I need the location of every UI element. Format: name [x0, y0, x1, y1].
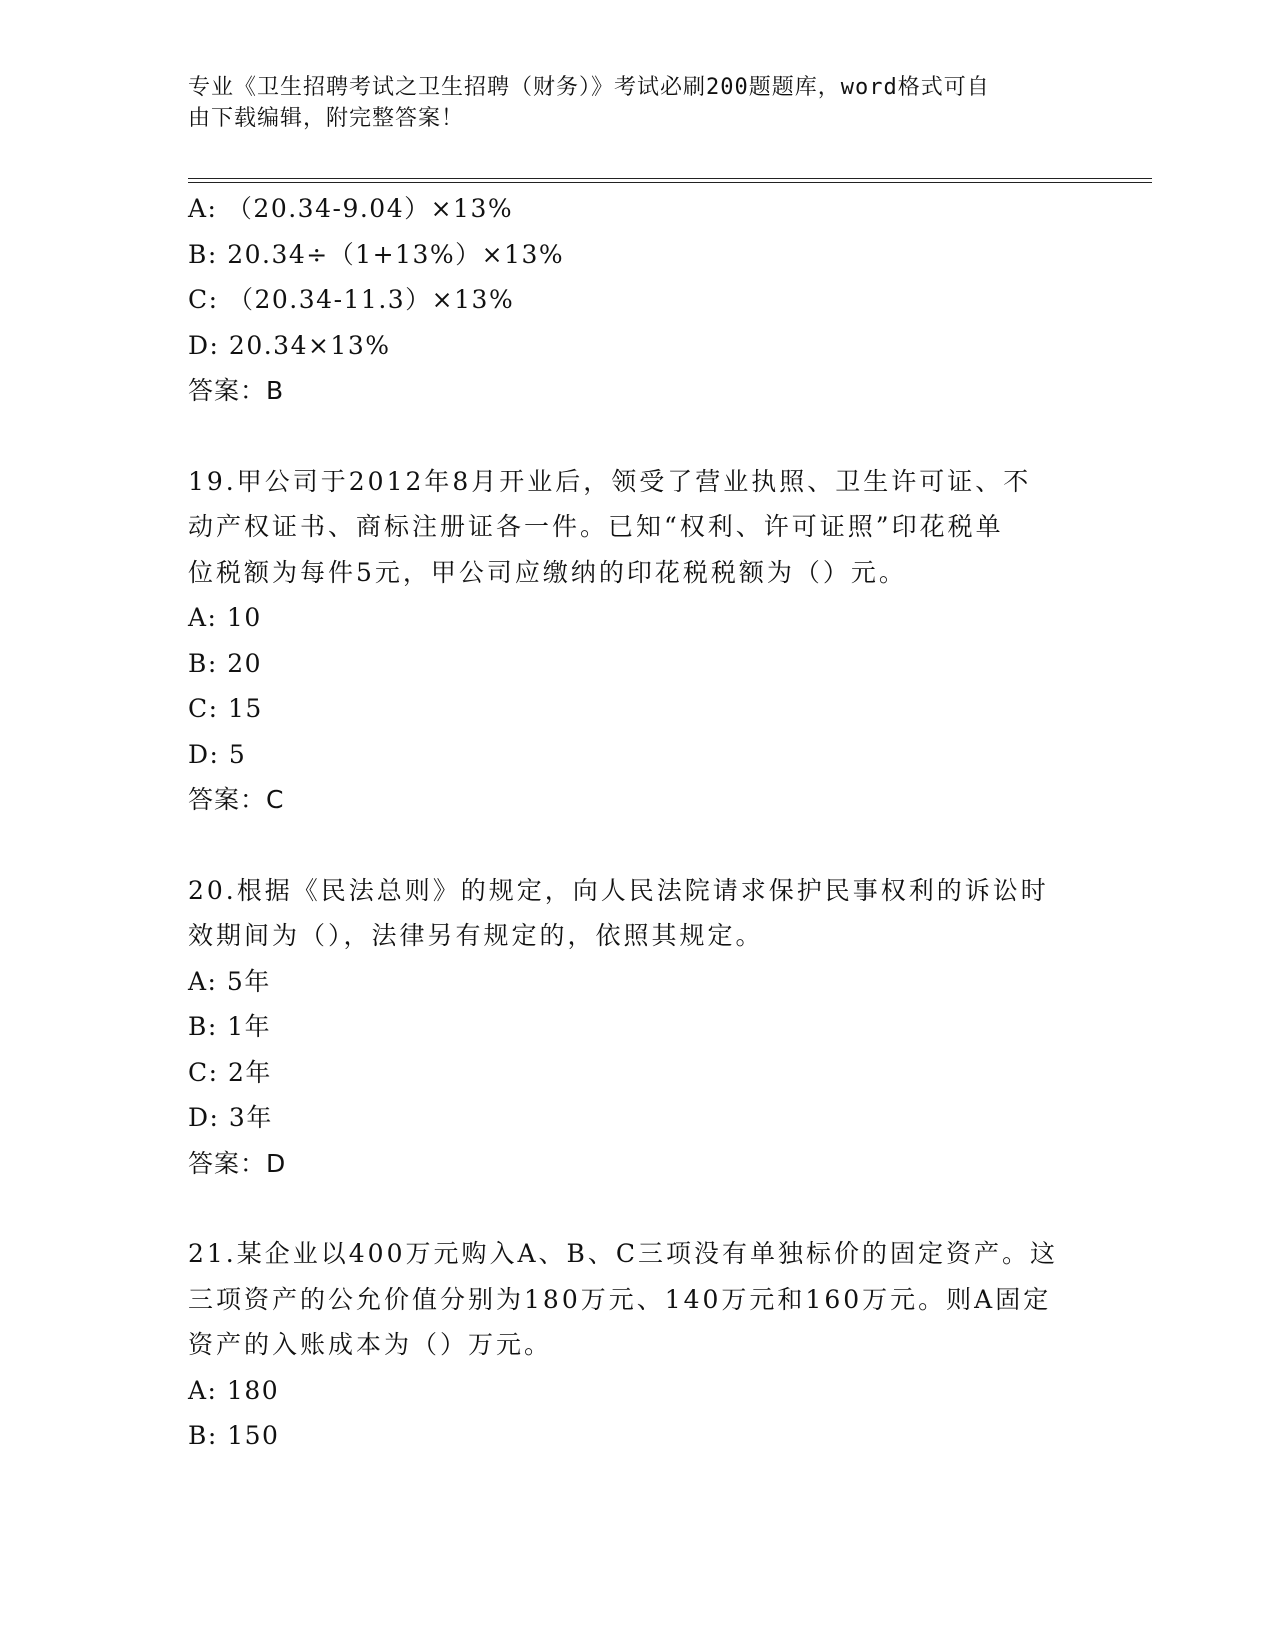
option-d: D: 5 [188, 739, 247, 769]
question-stem-line: 效期间为（），法律另有规定的，依照其规定。 [188, 921, 764, 950]
option-b: B: 150 [188, 1421, 280, 1450]
question-list [188, 186, 1088, 1459]
question-stem-line: 21.某企业以400万元购入A、B、C三项没有单独标价的固定资产。这 [188, 1239, 1059, 1268]
header-divider-top [188, 178, 1152, 179]
option-b: B: 20.34÷（1+13%）×13% [188, 239, 565, 269]
option-a: A: 10 [188, 603, 262, 632]
option-c: C: （20.34-11.3）×13% [188, 285, 515, 314]
question-stem-line: 19.甲公司于2012年8月开业后，领受了营业执照、卫生许可证、不 [188, 466, 1032, 496]
header-line-1: 专业《卫生招聘考试之卫生招聘（财务）》考试必刷200题题库，word格式可自 [188, 75, 990, 100]
option-a: A: 180 [188, 1375, 280, 1405]
header-line-2: 由下载编辑，附完整答案！ [188, 106, 465, 131]
answer: 答案：C [188, 785, 285, 814]
question-spacer [188, 1186, 1088, 1231]
answer: 答案：D [188, 1148, 287, 1178]
question-stem-line: 20.根据《民法总则》的规定，向人民法院请求保护民事权利的诉讼时 [188, 875, 1049, 905]
question-stem-line: 动产权证书、商标注册证各一件。已知“权利、许可证照”印花税单 [188, 512, 1004, 541]
question-20 [188, 868, 1088, 1187]
document-header [188, 72, 1068, 134]
option-a: A: 5年 [188, 966, 271, 996]
option-d: D: 3年 [188, 1103, 273, 1132]
answer: 答案：B [188, 376, 285, 405]
question-spacer [188, 414, 1088, 459]
option-c: C: 15 [188, 694, 263, 723]
question-21 [188, 1231, 1088, 1459]
question-19 [188, 459, 1088, 823]
question-stem-line: 三项资产的公允价值分别为180万元、140万元和160万元。则A固定 [188, 1284, 1052, 1314]
question-spacer [188, 823, 1088, 868]
option-a: A: （20.34-9.04）×13% [188, 194, 514, 223]
option-c: C: 2年 [188, 1057, 272, 1087]
question-stem-line: 资产的入账成本为（）万元。 [188, 1330, 553, 1359]
option-d: D: 20.34×13% [188, 330, 391, 360]
header-divider-bottom [188, 182, 1152, 183]
option-b: B: 1年 [188, 1012, 272, 1041]
question-stem-line: 位税额为每件5元，甲公司应缴纳的印花税税额为（）元。 [188, 557, 907, 587]
option-b: B: 20 [188, 648, 263, 678]
question-18 [188, 186, 1088, 414]
